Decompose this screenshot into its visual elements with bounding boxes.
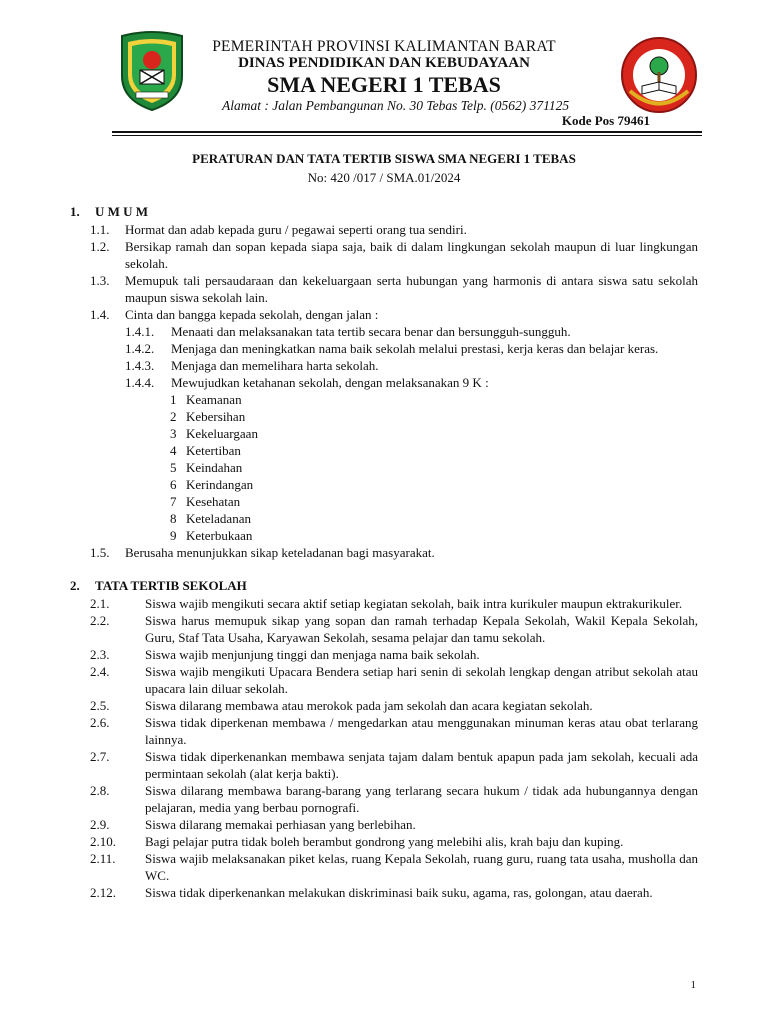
list-item: 2.9. Siswa dilarang memakai perhiasan yang berlebihan. [90, 817, 416, 832]
list-item: 2.10. Bagi pelajar putra tidak boleh berambut gondrong yang melebihi alis, krah baju dan kuping. [90, 834, 624, 849]
department-name: DINAS PENDIDIKAN DAN KEBUDAYAAN [238, 55, 530, 71]
section-heading: 2. TATA TERTIB SEKOLAH [70, 578, 247, 593]
postal-code: Kode Pos 79461 [561, 113, 650, 128]
list-item: 2.6. Siswa tidak diperkenan membawa / mengedarkan atau menggunakan minuman keras atau obat terlarang lainnya. [90, 715, 698, 747]
letterhead [0, 0, 768, 140]
nine-k-list [70, 391, 698, 544]
list-item: 1.3. Memupuk tali persaudaraan dan kekeluargaan serta hubungan yang harmonis di antara siswa satu sekolah maupun siswa sekolah lain. [90, 273, 698, 305]
list-item: 7 Kesehatan [170, 494, 241, 509]
list-item: 1 Keamanan [170, 392, 242, 407]
list-item: 2.2. Siswa harus memupuk sikap yang sopan dan ramah terhadap Kepala Sekolah, Wakil Kepala Sekolah, Guru, Staf Tata Usaha, Karyawan Sekolah, sesama pelajar dan tamu sekolah. [90, 613, 698, 645]
list-item: 1.1. Hormat dan adab kepada guru / pegawai seperti orang tua sendiri. [90, 222, 467, 237]
list-item: 9 Keterbukaan [170, 528, 253, 543]
sub-list-item: 1.4.3. Menjaga dan memelihara harta sekolah. [125, 358, 379, 373]
sub-list-item: 1.4.4. Mewujudkan ketahanan sekolah, dengan melaksanakan 9 K : [125, 375, 489, 390]
document-number: No: 420 /017 / SMA.01/2024 [307, 170, 461, 185]
list-item: 2.12. Siswa tidak diperkenankan melakukan diskriminasi baik suku, agama, ras, golongan, atau daerah. [90, 885, 653, 900]
list-item: 8 Keteladanan [170, 511, 251, 526]
header-rule-thin [112, 135, 702, 136]
sub-list-item: 1.4.1. Menaati dan melaksanakan tata tertib secara benar dan bersungguh-sungguh. [125, 324, 571, 339]
government-name: PEMERINTAH PROVINSI KALIMANTAN BARAT [212, 38, 556, 55]
list-item: 5 Keindahan [170, 460, 243, 475]
list-item: 4 Ketertiban [170, 443, 241, 458]
section-heading: 1. U M U M [70, 204, 149, 219]
list-item: 2.1. Siswa wajib mengikuti secara aktif setiap kegiatan sekolah, baik intra kurikuler maupun ektrakurikuler. [90, 596, 683, 611]
list-item: 2.8. Siswa dilarang membawa barang-barang yang terlarang secara hukum / tidak ada hubungannya dengan pelajaran, media yang berbau pornografi. [90, 783, 698, 815]
school-address: Alamat : Jalan Pembangunan No. 30 Tebas Telp. (0562) 371125 [222, 98, 570, 113]
school-name: SMA NEGERI 1 TEBAS [267, 72, 501, 97]
list-item: 3 Kekeluargaan [170, 426, 258, 441]
document-body [70, 203, 698, 901]
list-item: 1.2. Bersikap ramah dan sopan kepada siapa saja, baik di dalam lingkungan sekolah maupun di luar lingkungan sekolah. [90, 239, 698, 271]
list-item: 2.7. Siswa tidak diperkenankan membawa senjata tajam dalam bentuk apapun pada jam sekolah, kecuali ada permintaan sekolah (alat kerja bakti). [90, 749, 698, 781]
list-item: 2.5. Siswa dilarang membawa atau merokok pada jam sekolah dan acara kegiatan sekolah. [90, 698, 593, 713]
header-rule-thick [112, 131, 702, 133]
list-item: 6 Kerindangan [170, 477, 254, 492]
list-item: 2 Kebersihan [170, 409, 246, 424]
list-item: 2.3. Siswa wajib menjunjung tinggi dan menjaga nama baik sekolah. [90, 647, 480, 662]
list-item: 1.4. Cinta dan bangga kepada sekolah, dengan jalan : [90, 307, 379, 322]
page-number: 1 [690, 979, 696, 991]
list-item: 2.11. Siswa wajib melaksanakan piket kelas, ruang Kepala Sekolah, ruang guru, ruang tata usaha, musholla dan WC. [90, 851, 698, 883]
list-item: 2.4. Siswa wajib mengikuti Upacara Bendera setiap hari senin di sekolah lengkap dengan atribut sekolah atau upacara lain diluar sekolah. [90, 664, 698, 696]
document-title: PERATURAN DAN TATA TERTIB SISWA SMA NEGERI 1 TEBAS [192, 151, 576, 166]
sub-list-item: 1.4.2. Menjaga dan meningkatkan nama baik sekolah melalui prestasi, kerja keras dan belajar keras. [125, 341, 659, 356]
school-logo-icon [620, 36, 698, 114]
list-item: 1.5. Berusaha menunjukkan sikap keteladanan bagi masyarakat. [90, 545, 435, 560]
